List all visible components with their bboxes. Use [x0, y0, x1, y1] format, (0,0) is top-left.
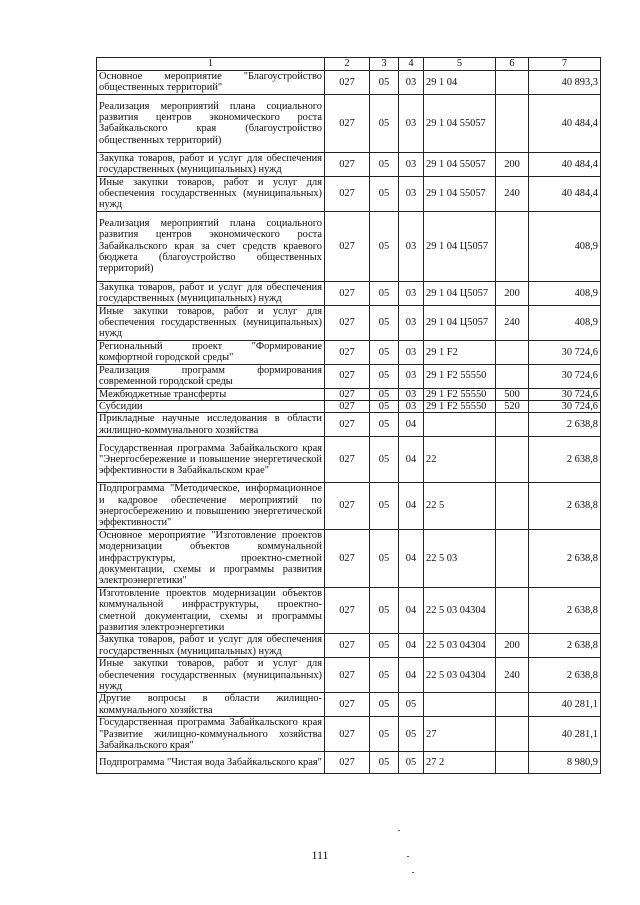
- row-name: Основное мероприятие "Изготовление проектов модернизации объектов коммунальной инфраструктуры, проектно-сметной документации, схемы и программы развития электроэнергетики": [97, 529, 325, 587]
- row-subsection: 03: [399, 176, 424, 211]
- table-row: [97, 152, 601, 176]
- row-gov-code: 027: [325, 364, 370, 388]
- table-row: [97, 340, 601, 364]
- row-gov-code: 027: [325, 176, 370, 211]
- row-amount: 40 893,3: [529, 71, 601, 95]
- row-gov-code: 027: [325, 529, 370, 587]
- row-section: 05: [370, 400, 399, 412]
- table-row: [97, 587, 601, 634]
- row-subsection: 03: [399, 388, 424, 400]
- row-section: 05: [370, 364, 399, 388]
- row-gov-code: 027: [325, 281, 370, 305]
- row-expense-type: [496, 693, 529, 717]
- row-target-article: 22: [424, 437, 496, 483]
- row-target-article: [424, 693, 496, 717]
- column-header: 4: [399, 58, 424, 71]
- row-name: Иные закупки товаров, работ и услуг для обеспечения государственных (муниципальных) нужд: [97, 305, 325, 340]
- row-subsection: 05: [399, 717, 424, 752]
- row-name: Прикладные научные исследования в области жилищно-коммунального хозяйства: [97, 413, 325, 437]
- row-amount: 408,9: [529, 305, 601, 340]
- row-amount: 408,9: [529, 211, 601, 281]
- row-amount: 8 980,9: [529, 752, 601, 774]
- row-expense-type: [496, 587, 529, 634]
- row-gov-code: 027: [325, 211, 370, 281]
- row-amount: 2 638,8: [529, 437, 601, 483]
- table-row: [97, 437, 601, 483]
- row-amount: 2 638,8: [529, 587, 601, 634]
- row-subsection: 04: [399, 658, 424, 693]
- row-target-article: 22 5 03 04304: [424, 634, 496, 658]
- row-expense-type: [496, 717, 529, 752]
- row-gov-code: 027: [325, 752, 370, 774]
- row-subsection: 04: [399, 437, 424, 483]
- row-section: 05: [370, 94, 399, 152]
- row-section: 05: [370, 413, 399, 437]
- table-row: [97, 305, 601, 340]
- row-gov-code: 027: [325, 437, 370, 483]
- row-gov-code: 027: [325, 413, 370, 437]
- row-target-article: 29 1 04 Ц5057: [424, 281, 496, 305]
- row-subsection: 03: [399, 364, 424, 388]
- table-row: [97, 176, 601, 211]
- row-subsection: 05: [399, 693, 424, 717]
- row-target-article: 22 5: [424, 483, 496, 530]
- column-header: 1: [97, 58, 325, 71]
- row-name: Иные закупки товаров, работ и услуг для обеспечения государственных (муниципальных) нужд: [97, 176, 325, 211]
- row-amount: 2 638,8: [529, 483, 601, 530]
- row-subsection: 03: [399, 152, 424, 176]
- row-target-article: 29 1 04 55057: [424, 152, 496, 176]
- row-target-article: 29 1 F2 55550: [424, 364, 496, 388]
- row-expense-type: [496, 529, 529, 587]
- table-row: [97, 634, 601, 658]
- row-target-article: 29 1 04 Ц5057: [424, 211, 496, 281]
- row-expense-type: [496, 364, 529, 388]
- row-target-article: 29 1 F2 55550: [424, 400, 496, 412]
- row-name: Региональный проект "Формирование комфортной городской среды": [97, 340, 325, 364]
- table-row: [97, 71, 601, 95]
- table-row: [97, 364, 601, 388]
- row-amount: 40 484,4: [529, 176, 601, 211]
- row-target-article: 29 1 04: [424, 71, 496, 95]
- row-name: Субсидии: [97, 400, 325, 412]
- row-target-article: 22 5 03: [424, 529, 496, 587]
- row-target-article: 27 2: [424, 752, 496, 774]
- row-section: 05: [370, 340, 399, 364]
- row-target-article: 22 5 03 04304: [424, 658, 496, 693]
- row-section: 05: [370, 71, 399, 95]
- row-target-article: 29 1 04 55057: [424, 94, 496, 152]
- table-row: [97, 400, 601, 412]
- scan-speck: [398, 830, 400, 831]
- row-target-article: [424, 413, 496, 437]
- page-number: 111: [311, 848, 329, 862]
- table-row: [97, 388, 601, 400]
- row-subsection: 03: [399, 211, 424, 281]
- row-name: Государственная программа Забайкальского края "Энергосбережение и повышение энергетической эффективности в Забайкальском крае": [97, 437, 325, 483]
- row-name: Изготовление проектов модернизации объектов коммунальной инфраструктуры, проектно-сметной документации, схемы и программы развития электроэнергетики: [97, 587, 325, 634]
- row-expense-type: [496, 483, 529, 530]
- row-section: 05: [370, 152, 399, 176]
- row-section: 05: [370, 281, 399, 305]
- row-subsection: 03: [399, 94, 424, 152]
- row-section: 05: [370, 305, 399, 340]
- row-target-article: 29 1 F2: [424, 340, 496, 364]
- row-section: 05: [370, 388, 399, 400]
- row-gov-code: 027: [325, 340, 370, 364]
- row-gov-code: 027: [325, 693, 370, 717]
- row-subsection: 04: [399, 587, 424, 634]
- row-amount: 2 638,8: [529, 634, 601, 658]
- row-expense-type: 520: [496, 400, 529, 412]
- row-name: Государственная программа Забайкальского края "Развитие жилищно-коммунального хозяйства Забайкальского края": [97, 717, 325, 752]
- budget-table: [96, 57, 601, 774]
- column-header: 5: [424, 58, 496, 71]
- row-name: Иные закупки товаров, работ и услуг для обеспечения государственных (муниципальных) нужд: [97, 658, 325, 693]
- table-row: [97, 658, 601, 693]
- row-section: 05: [370, 211, 399, 281]
- table-row: [97, 94, 601, 152]
- row-subsection: 04: [399, 413, 424, 437]
- row-expense-type: 240: [496, 305, 529, 340]
- row-expense-type: [496, 94, 529, 152]
- row-amount: 30 724,6: [529, 340, 601, 364]
- row-section: 05: [370, 717, 399, 752]
- row-section: 05: [370, 529, 399, 587]
- row-section: 05: [370, 693, 399, 717]
- row-section: 05: [370, 483, 399, 530]
- table-row: [97, 717, 601, 752]
- row-gov-code: 027: [325, 717, 370, 752]
- row-gov-code: 027: [325, 483, 370, 530]
- row-gov-code: 027: [325, 634, 370, 658]
- row-section: 05: [370, 634, 399, 658]
- row-name: Реализация мероприятий плана социального развития центров экономического роста Забайкальского края (благоустройство общественных территорий): [97, 94, 325, 152]
- column-header: 7: [529, 58, 601, 71]
- row-name: Межбюджетные трансферты: [97, 388, 325, 400]
- row-expense-type: [496, 340, 529, 364]
- row-expense-type: 500: [496, 388, 529, 400]
- row-name: Подпрограмма "Чистая вода Забайкальского края": [97, 752, 325, 774]
- column-header: 6: [496, 58, 529, 71]
- row-gov-code: 027: [325, 400, 370, 412]
- row-gov-code: 027: [325, 305, 370, 340]
- row-name: Реализация программ формирования современной городской среды: [97, 364, 325, 388]
- row-expense-type: 200: [496, 634, 529, 658]
- row-section: 05: [370, 437, 399, 483]
- row-gov-code: 027: [325, 71, 370, 95]
- row-section: 05: [370, 752, 399, 774]
- column-header: 3: [370, 58, 399, 71]
- row-subsection: 04: [399, 634, 424, 658]
- row-expense-type: [496, 413, 529, 437]
- row-amount: 2 638,8: [529, 658, 601, 693]
- row-expense-type: 240: [496, 658, 529, 693]
- row-expense-type: [496, 71, 529, 95]
- table-row: [97, 413, 601, 437]
- row-section: 05: [370, 658, 399, 693]
- table-header-row: [97, 58, 601, 71]
- row-name: Закупка товаров, работ и услуг для обеспечения государственных (муниципальных) нужд: [97, 152, 325, 176]
- table-row: [97, 752, 601, 774]
- row-subsection: 05: [399, 752, 424, 774]
- row-expense-type: [496, 437, 529, 483]
- row-gov-code: 027: [325, 388, 370, 400]
- row-amount: 30 724,6: [529, 388, 601, 400]
- row-gov-code: 027: [325, 152, 370, 176]
- row-name: Другие вопросы в области жилищно-коммунального хозяйства: [97, 693, 325, 717]
- row-amount: 40 484,4: [529, 152, 601, 176]
- row-target-article: 27: [424, 717, 496, 752]
- row-gov-code: 027: [325, 658, 370, 693]
- row-amount: 40 281,1: [529, 693, 601, 717]
- scan-speck: [412, 872, 414, 873]
- row-amount: 40 484,4: [529, 94, 601, 152]
- table-row: [97, 211, 601, 281]
- row-gov-code: 027: [325, 94, 370, 152]
- row-name: Закупка товаров, работ и услуг для обеспечения государственных (муниципальных) нужд: [97, 634, 325, 658]
- row-name: Реализация мероприятий плана социального развития центров экономического роста Забайкальского края за счет средств краевого бюджета (благоустройство общественных территорий): [97, 211, 325, 281]
- row-gov-code: 027: [325, 587, 370, 634]
- row-subsection: 03: [399, 340, 424, 364]
- row-target-article: 29 1 04 55057: [424, 176, 496, 211]
- scan-speck: [407, 856, 409, 857]
- table-row: [97, 693, 601, 717]
- row-subsection: 04: [399, 483, 424, 530]
- row-section: 05: [370, 176, 399, 211]
- row-subsection: 03: [399, 71, 424, 95]
- row-target-article: 29 1 F2 55550: [424, 388, 496, 400]
- row-target-article: 22 5 03 04304: [424, 587, 496, 634]
- row-amount: 2 638,8: [529, 413, 601, 437]
- row-target-article: 29 1 04 Ц5057: [424, 305, 496, 340]
- row-amount: 2 638,8: [529, 529, 601, 587]
- table-row: [97, 281, 601, 305]
- table-row: [97, 483, 601, 530]
- row-amount: 30 724,6: [529, 364, 601, 388]
- column-header: 2: [325, 58, 370, 71]
- row-subsection: 03: [399, 281, 424, 305]
- row-subsection: 03: [399, 305, 424, 340]
- row-expense-type: [496, 752, 529, 774]
- row-name: Основное мероприятие "Благоустройство общественных территорий": [97, 71, 325, 95]
- row-expense-type: 200: [496, 152, 529, 176]
- row-amount: 40 281,1: [529, 717, 601, 752]
- row-name: Подпрограмма "Методическое, информационное и кадровое обеспечение мероприятий по энергосбережению и повышению энергетической эффективности": [97, 483, 325, 530]
- row-section: 05: [370, 587, 399, 634]
- row-amount: 408,9: [529, 281, 601, 305]
- row-subsection: 04: [399, 529, 424, 587]
- row-expense-type: [496, 211, 529, 281]
- row-name: Закупка товаров, работ и услуг для обеспечения государственных (муниципальных) нужд: [97, 281, 325, 305]
- row-amount: 30 724,6: [529, 400, 601, 412]
- table-row: [97, 529, 601, 587]
- row-expense-type: 240: [496, 176, 529, 211]
- row-subsection: 03: [399, 400, 424, 412]
- row-expense-type: 200: [496, 281, 529, 305]
